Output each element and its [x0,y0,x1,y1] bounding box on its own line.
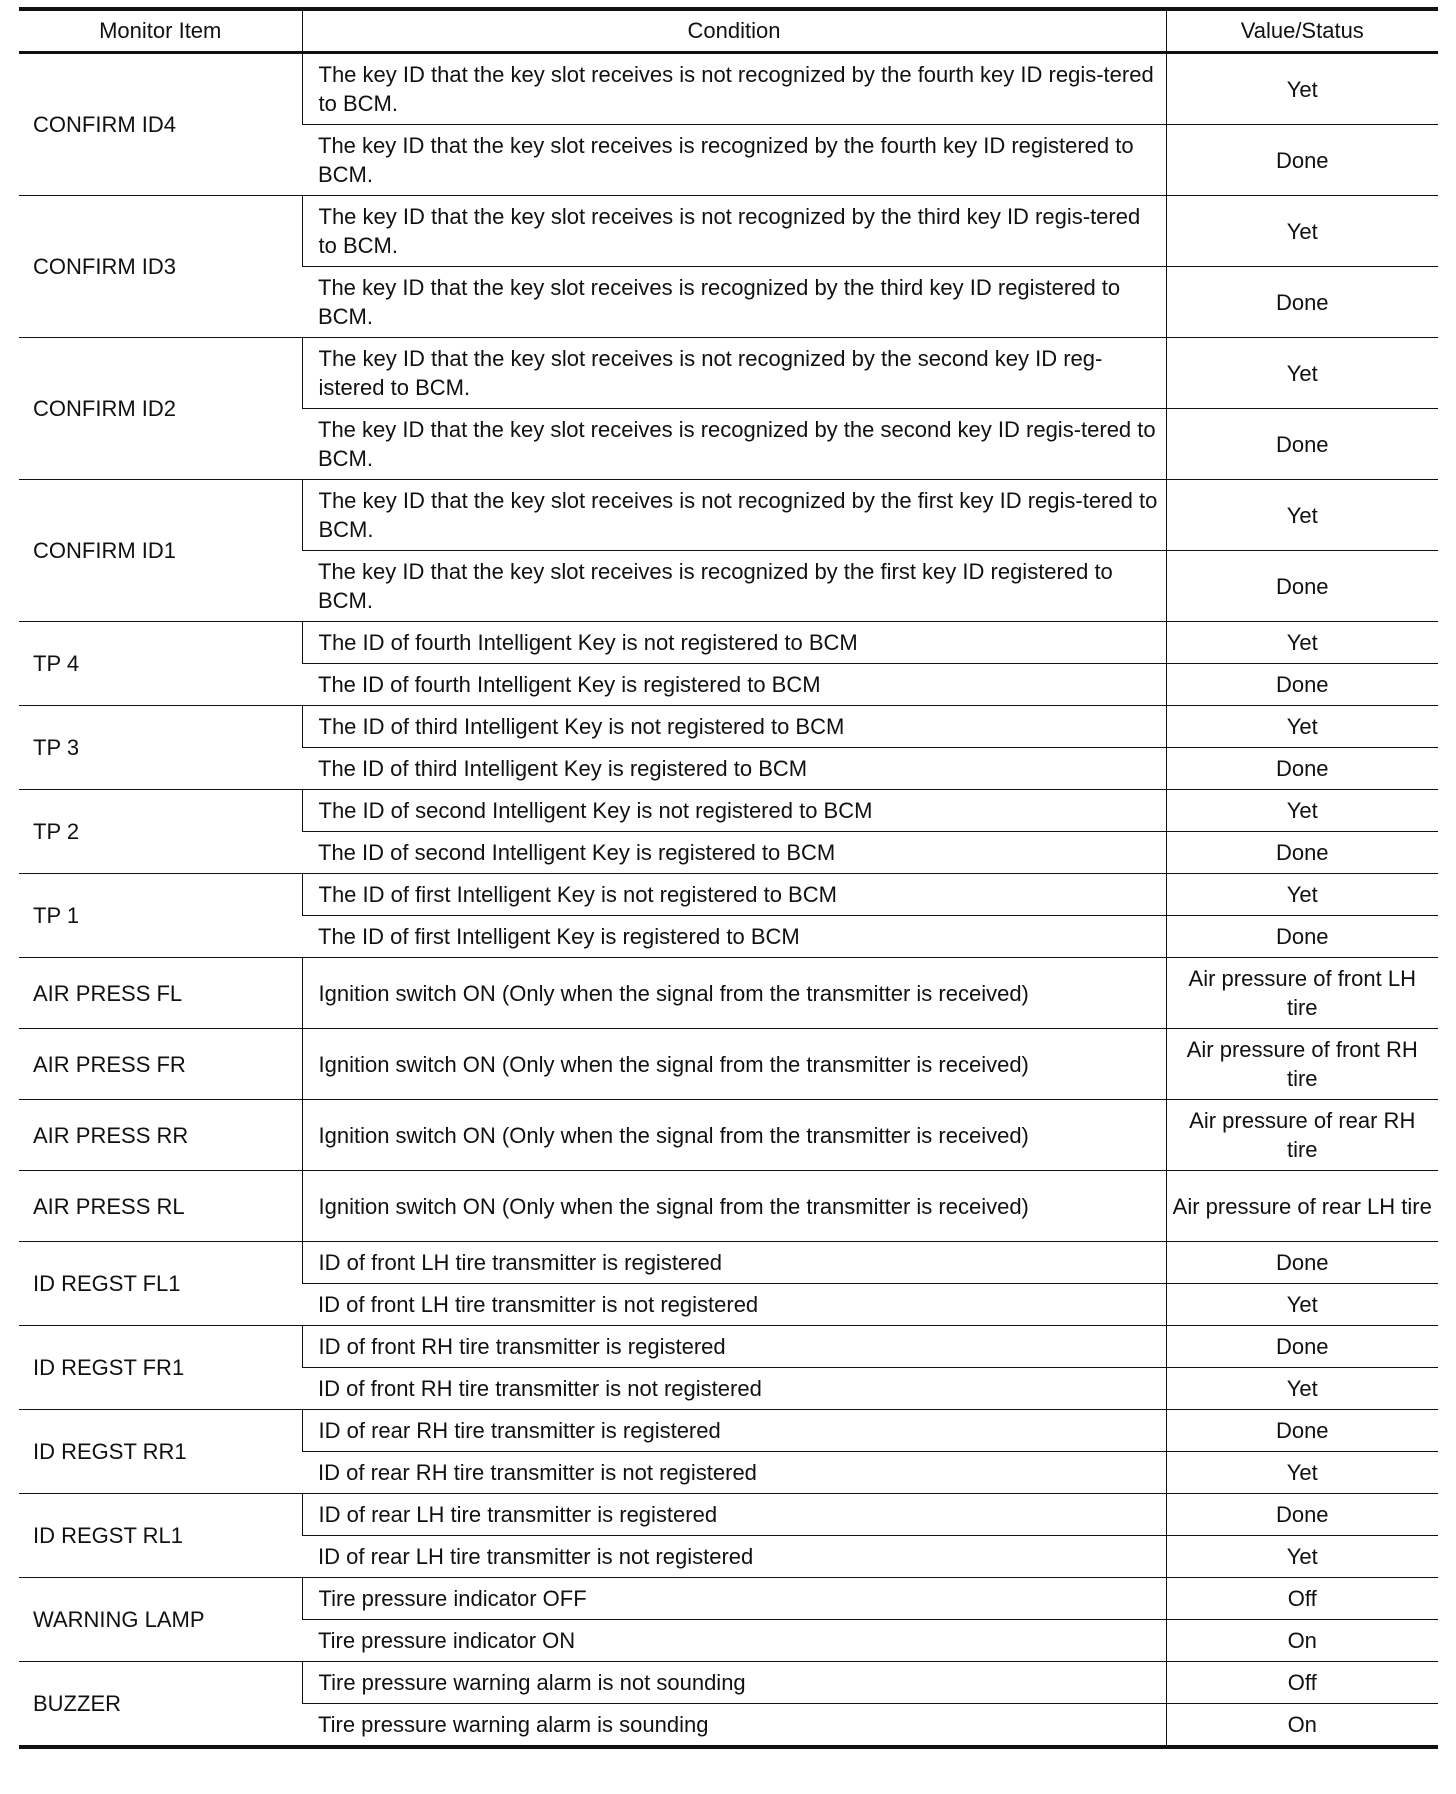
value-status-cell: Done [1166,551,1438,622]
table-row [19,1326,1438,1368]
monitor-item-cell: AIR PRESS FL [19,958,302,1029]
monitor-item-cell: CONFIRM ID4 [19,53,302,196]
table-row [19,790,1438,832]
monitor-item-cell: ID REGST FR1 [19,1326,302,1410]
condition-cell: Ignition switch ON (Only when the signal from the transmitter is received) [302,1100,1166,1171]
condition-cell: The ID of second Intelligent Key is not registered to BCM [302,790,1166,832]
monitor-item-cell: AIR PRESS RR [19,1100,302,1171]
monitor-item-cell: AIR PRESS FR [19,1029,302,1100]
value-status-cell: Done [1166,832,1438,874]
condition-cell: Tire pressure indicator ON [302,1620,1166,1662]
condition-cell: ID of rear LH tire transmitter is not registered [302,1536,1166,1578]
table-row [19,196,1438,267]
header-monitor-item: Monitor Item [19,9,302,53]
header-row [19,9,1438,53]
monitor-item-cell: WARNING LAMP [19,1578,302,1662]
value-status-cell: Air pressure of rear RH tire [1166,1100,1438,1171]
condition-cell: The ID of fourth Intelligent Key is registered to BCM [302,664,1166,706]
value-status-cell: Done [1166,409,1438,480]
value-status-cell: Done [1166,1410,1438,1452]
condition-cell: The ID of first Intelligent Key is not registered to BCM [302,874,1166,916]
monitor-item-cell: BUZZER [19,1662,302,1748]
value-status-cell: Done [1166,1242,1438,1284]
monitor-item-cell: CONFIRM ID1 [19,480,302,622]
table-row [19,1662,1438,1704]
condition-cell: The ID of third Intelligent Key is not registered to BCM [302,706,1166,748]
value-status-cell: Yet [1166,1452,1438,1494]
monitor-item-cell: TP 3 [19,706,302,790]
monitor-item-cell: ID REGST RL1 [19,1494,302,1578]
value-status-cell: Yet [1166,338,1438,409]
table-row [19,874,1438,916]
table-row [19,53,1438,125]
value-status-cell: On [1166,1704,1438,1748]
monitor-item-cell: CONFIRM ID3 [19,196,302,338]
value-status-cell: Yet [1166,1368,1438,1410]
value-status-cell: Done [1166,125,1438,196]
condition-cell: Tire pressure indicator OFF [302,1578,1166,1620]
value-status-cell: Air pressure of front RH tire [1166,1029,1438,1100]
condition-cell: ID of front LH tire transmitter is not registered [302,1284,1166,1326]
condition-cell: The ID of second Intelligent Key is registered to BCM [302,832,1166,874]
value-status-cell: Yet [1166,622,1438,664]
monitor-item-cell: TP 1 [19,874,302,958]
table-row [19,338,1438,409]
condition-cell: The key ID that the key slot receives is not recognized by the third key ID regis-tered to BCM. [302,196,1166,267]
value-status-cell: Done [1166,1494,1438,1536]
value-status-cell: Off [1166,1662,1438,1704]
table-row [19,1242,1438,1284]
condition-cell: Ignition switch ON (Only when the signal from the transmitter is received) [302,1029,1166,1100]
condition-cell: Tire pressure warning alarm is sounding [302,1704,1166,1748]
condition-cell: The key ID that the key slot receives is recognized by the second key ID regis-tered to BCM. [302,409,1166,480]
header-value-status: Value/Status [1166,9,1438,53]
monitor-item-cell: CONFIRM ID2 [19,338,302,480]
condition-cell: ID of front RH tire transmitter is registered [302,1326,1166,1368]
monitor-item-cell: ID REGST FL1 [19,1242,302,1326]
condition-cell: ID of rear LH tire transmitter is registered [302,1494,1166,1536]
condition-cell: ID of rear RH tire transmitter is not registered [302,1452,1166,1494]
value-status-cell: Done [1166,267,1438,338]
monitor-item-cell: ID REGST RR1 [19,1410,302,1494]
condition-cell: The key ID that the key slot receives is not recognized by the second key ID reg-istered to BCM. [302,338,1166,409]
value-status-cell: Yet [1166,1284,1438,1326]
monitor-table [19,7,1438,1749]
condition-cell: ID of front LH tire transmitter is registered [302,1242,1166,1284]
condition-cell: ID of rear RH tire transmitter is registered [302,1410,1166,1452]
value-status-cell: Air pressure of front LH tire [1166,958,1438,1029]
value-status-cell: Done [1166,748,1438,790]
value-status-cell: Yet [1166,53,1438,125]
condition-cell: The key ID that the key slot receives is not recognized by the first key ID regis-tered to BCM. [302,480,1166,551]
value-status-cell: Off [1166,1578,1438,1620]
monitor-item-cell: TP 2 [19,790,302,874]
table-row [19,1494,1438,1536]
value-status-cell: On [1166,1620,1438,1662]
monitor-item-cell: TP 4 [19,622,302,706]
condition-cell: The ID of fourth Intelligent Key is not registered to BCM [302,622,1166,664]
value-status-cell: Yet [1166,706,1438,748]
table-row [19,1578,1438,1620]
value-status-cell: Yet [1166,196,1438,267]
condition-cell: Ignition switch ON (Only when the signal from the transmitter is received) [302,1171,1166,1242]
table-row [19,706,1438,748]
table-body [19,53,1438,1748]
value-status-cell: Air pressure of rear LH tire [1166,1171,1438,1242]
condition-cell: The key ID that the key slot receives is recognized by the third key ID registered to BCM. [302,267,1166,338]
value-status-cell: Yet [1166,480,1438,551]
value-status-cell: Done [1166,1326,1438,1368]
table-row [19,1029,1438,1100]
condition-cell: The key ID that the key slot receives is recognized by the fourth key ID registered to BCM. [302,125,1166,196]
value-status-cell: Yet [1166,1536,1438,1578]
value-status-cell: Yet [1166,874,1438,916]
monitor-item-cell: AIR PRESS RL [19,1171,302,1242]
header-condition: Condition [302,9,1166,53]
condition-cell: The key ID that the key slot receives is recognized by the first key ID registered to BCM. [302,551,1166,622]
condition-cell: Tire pressure warning alarm is not sounding [302,1662,1166,1704]
table-row [19,958,1438,1029]
table-row [19,1410,1438,1452]
condition-cell: The ID of third Intelligent Key is registered to BCM [302,748,1166,790]
condition-cell: The key ID that the key slot receives is not recognized by the fourth key ID regis-tered to BCM. [302,53,1166,125]
value-status-cell: Done [1166,664,1438,706]
condition-cell: The ID of first Intelligent Key is registered to BCM [302,916,1166,958]
value-status-cell: Yet [1166,790,1438,832]
table-row [19,1171,1438,1242]
table-row [19,480,1438,551]
condition-cell: Ignition switch ON (Only when the signal from the transmitter is received) [302,958,1166,1029]
monitor-table-container [19,7,1438,1749]
value-status-cell: Done [1166,916,1438,958]
condition-cell: ID of front RH tire transmitter is not registered [302,1368,1166,1410]
table-row [19,622,1438,664]
table-row [19,1100,1438,1171]
